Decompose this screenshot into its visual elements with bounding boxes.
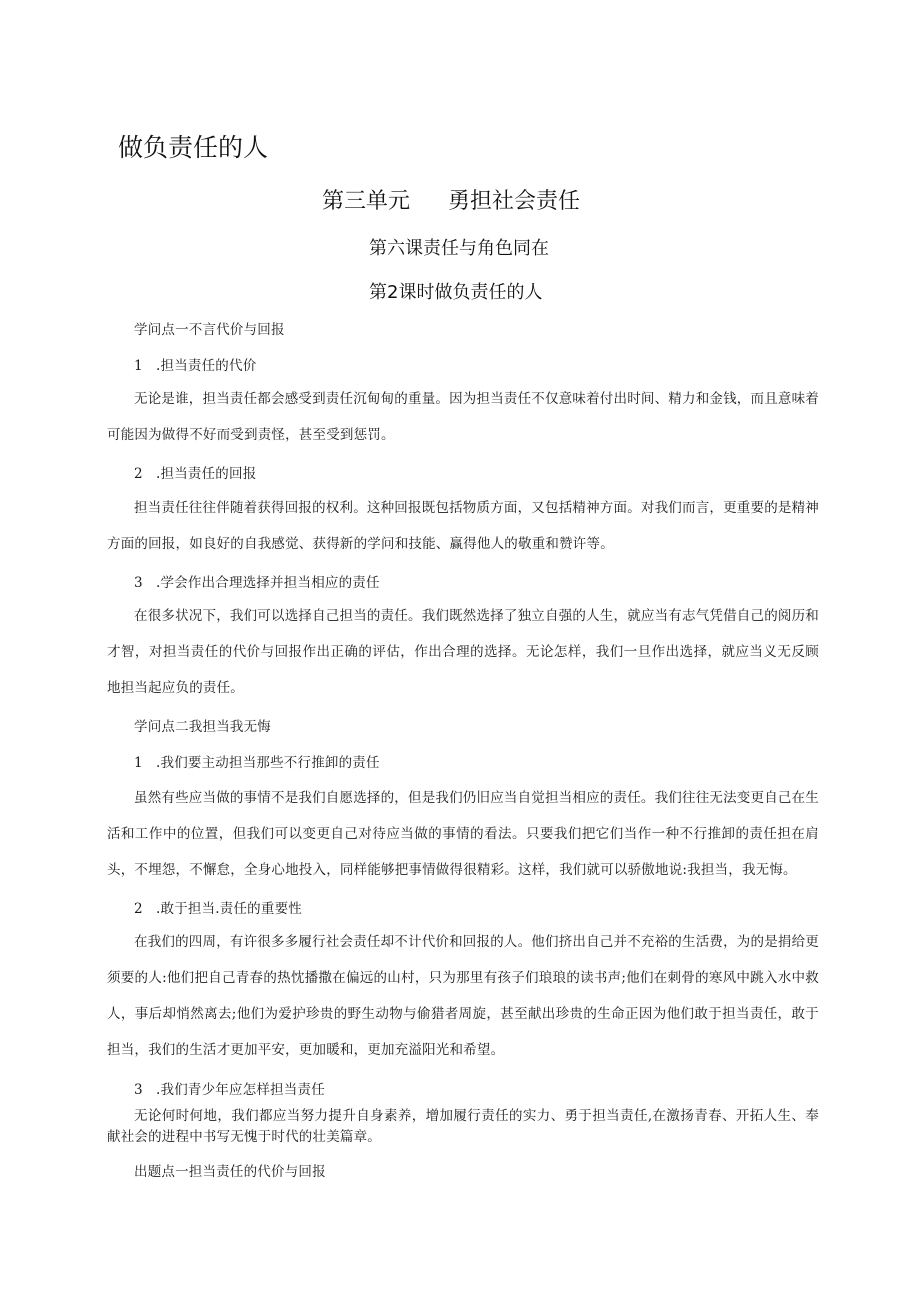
unit-number: 第三单元 <box>322 189 411 214</box>
item-title: .敢于担当.责任的重要性 <box>156 901 302 917</box>
document-title: 做负责任的人 <box>118 133 269 162</box>
unit-heading <box>322 184 580 215</box>
section-heading: 学问点一不言代价与回报 <box>134 322 285 338</box>
unit-name: 勇担社会责任 <box>448 189 581 214</box>
item-heading <box>134 1078 325 1098</box>
section-heading: 学问点二我担当我无悔 <box>134 719 271 735</box>
paragraph: 虽然有些应当做的事情不是我们自愿选择的，但是我们仍旧应当自觉担当相应的责任。我们往往无法变更自己在生活和工作中的位置，但我们可以变更自己对待应当做的事情的看法。只要我们把它们当作一种不行推卸的责任担在肩头，不埋怨，不懈怠，全身心地投入，同样能够把事情做得很精彩。这样，我们就可以骄傲地说:我担当，我无悔。 <box>107 790 819 878</box>
paragraph: 在很多状况下，我们可以选择自己担当的责任。我们既然选择了独立自强的人生，就应当有志气凭借自己的阅历和才智，对担当责任的代价与回报作出正确的评估，作出合理的选择。无论怎样，我们一旦作出选择，就应当义无反顾地担当起应负的责任。 <box>107 608 819 696</box>
item-number: 3 <box>134 1082 143 1098</box>
item-title: .我们要主动担当那些不行推卸的责任 <box>156 755 380 771</box>
item-number: 3 <box>134 575 143 591</box>
item-number: 1 <box>134 358 143 374</box>
item-number: 2 <box>134 466 143 482</box>
item-heading <box>134 751 380 771</box>
paragraph: 在我们的四周，有许很多多履行社会责任却不计代价和回报的人。他们挤出自己并不充裕的生活费，为的是捐给更须要的人:他们把自己青春的热忱播撒在偏远的山村，只为那里有孩子们琅琅的读书声;他们在刺骨的寒风中跳入水中救人，事后却悄然离去;他们为爱护珍贵的野生动物与偷猎者周旋，甚至献出珍贵的生命正因为他们敢于担当责任，敢于担当，我们的生活才更加平安，更加暖和，更加充溢阳光和希望。 <box>107 934 819 1058</box>
lesson-title: 第六课责任与角色同在 <box>369 238 549 259</box>
paragraph: 担当责任往往伴随着获得回报的权利。这种回报既包括物质方面，又包括精神方面。对我们而言，更重要的是精神方面的回报，如良好的自我感觉、获得新的学问和技能、赢得他人的敬重和赞许等。 <box>107 500 819 552</box>
item-title: .担当责任的回报 <box>156 466 257 482</box>
item-title: .我们青少年应怎样担当责任 <box>156 1082 325 1098</box>
item-heading <box>134 897 302 917</box>
item-number: 2 <box>134 901 143 917</box>
item-title: .担当责任的代价 <box>156 358 257 374</box>
item-heading <box>134 354 256 374</box>
paragraph: 无论何时何地，我们都应当努力提升自身素养，增加履行责任的实力、勇于担当责任,在激扬青春、开拓人生、奉献社会的进程中书写无愧于时代的壮美篇章。 <box>107 1108 819 1145</box>
item-heading <box>134 462 256 482</box>
item-heading <box>134 571 380 591</box>
paragraph: 无论是谁，担当责任都会感受到责任沉甸甸的重量。因为担当责任不仅意味着付出时间、精力和金钱，而且意味着可能因为做得不好而受到责怪，甚至受到惩罚。 <box>107 391 819 443</box>
section-heading: 出题点一担当责任的代价与回报 <box>134 1164 326 1180</box>
item-number: 1 <box>134 755 143 771</box>
item-title: .学会作出合理选择并担当相应的责任 <box>156 575 380 591</box>
period-title: 第2课时做负责任的人 <box>369 282 543 303</box>
